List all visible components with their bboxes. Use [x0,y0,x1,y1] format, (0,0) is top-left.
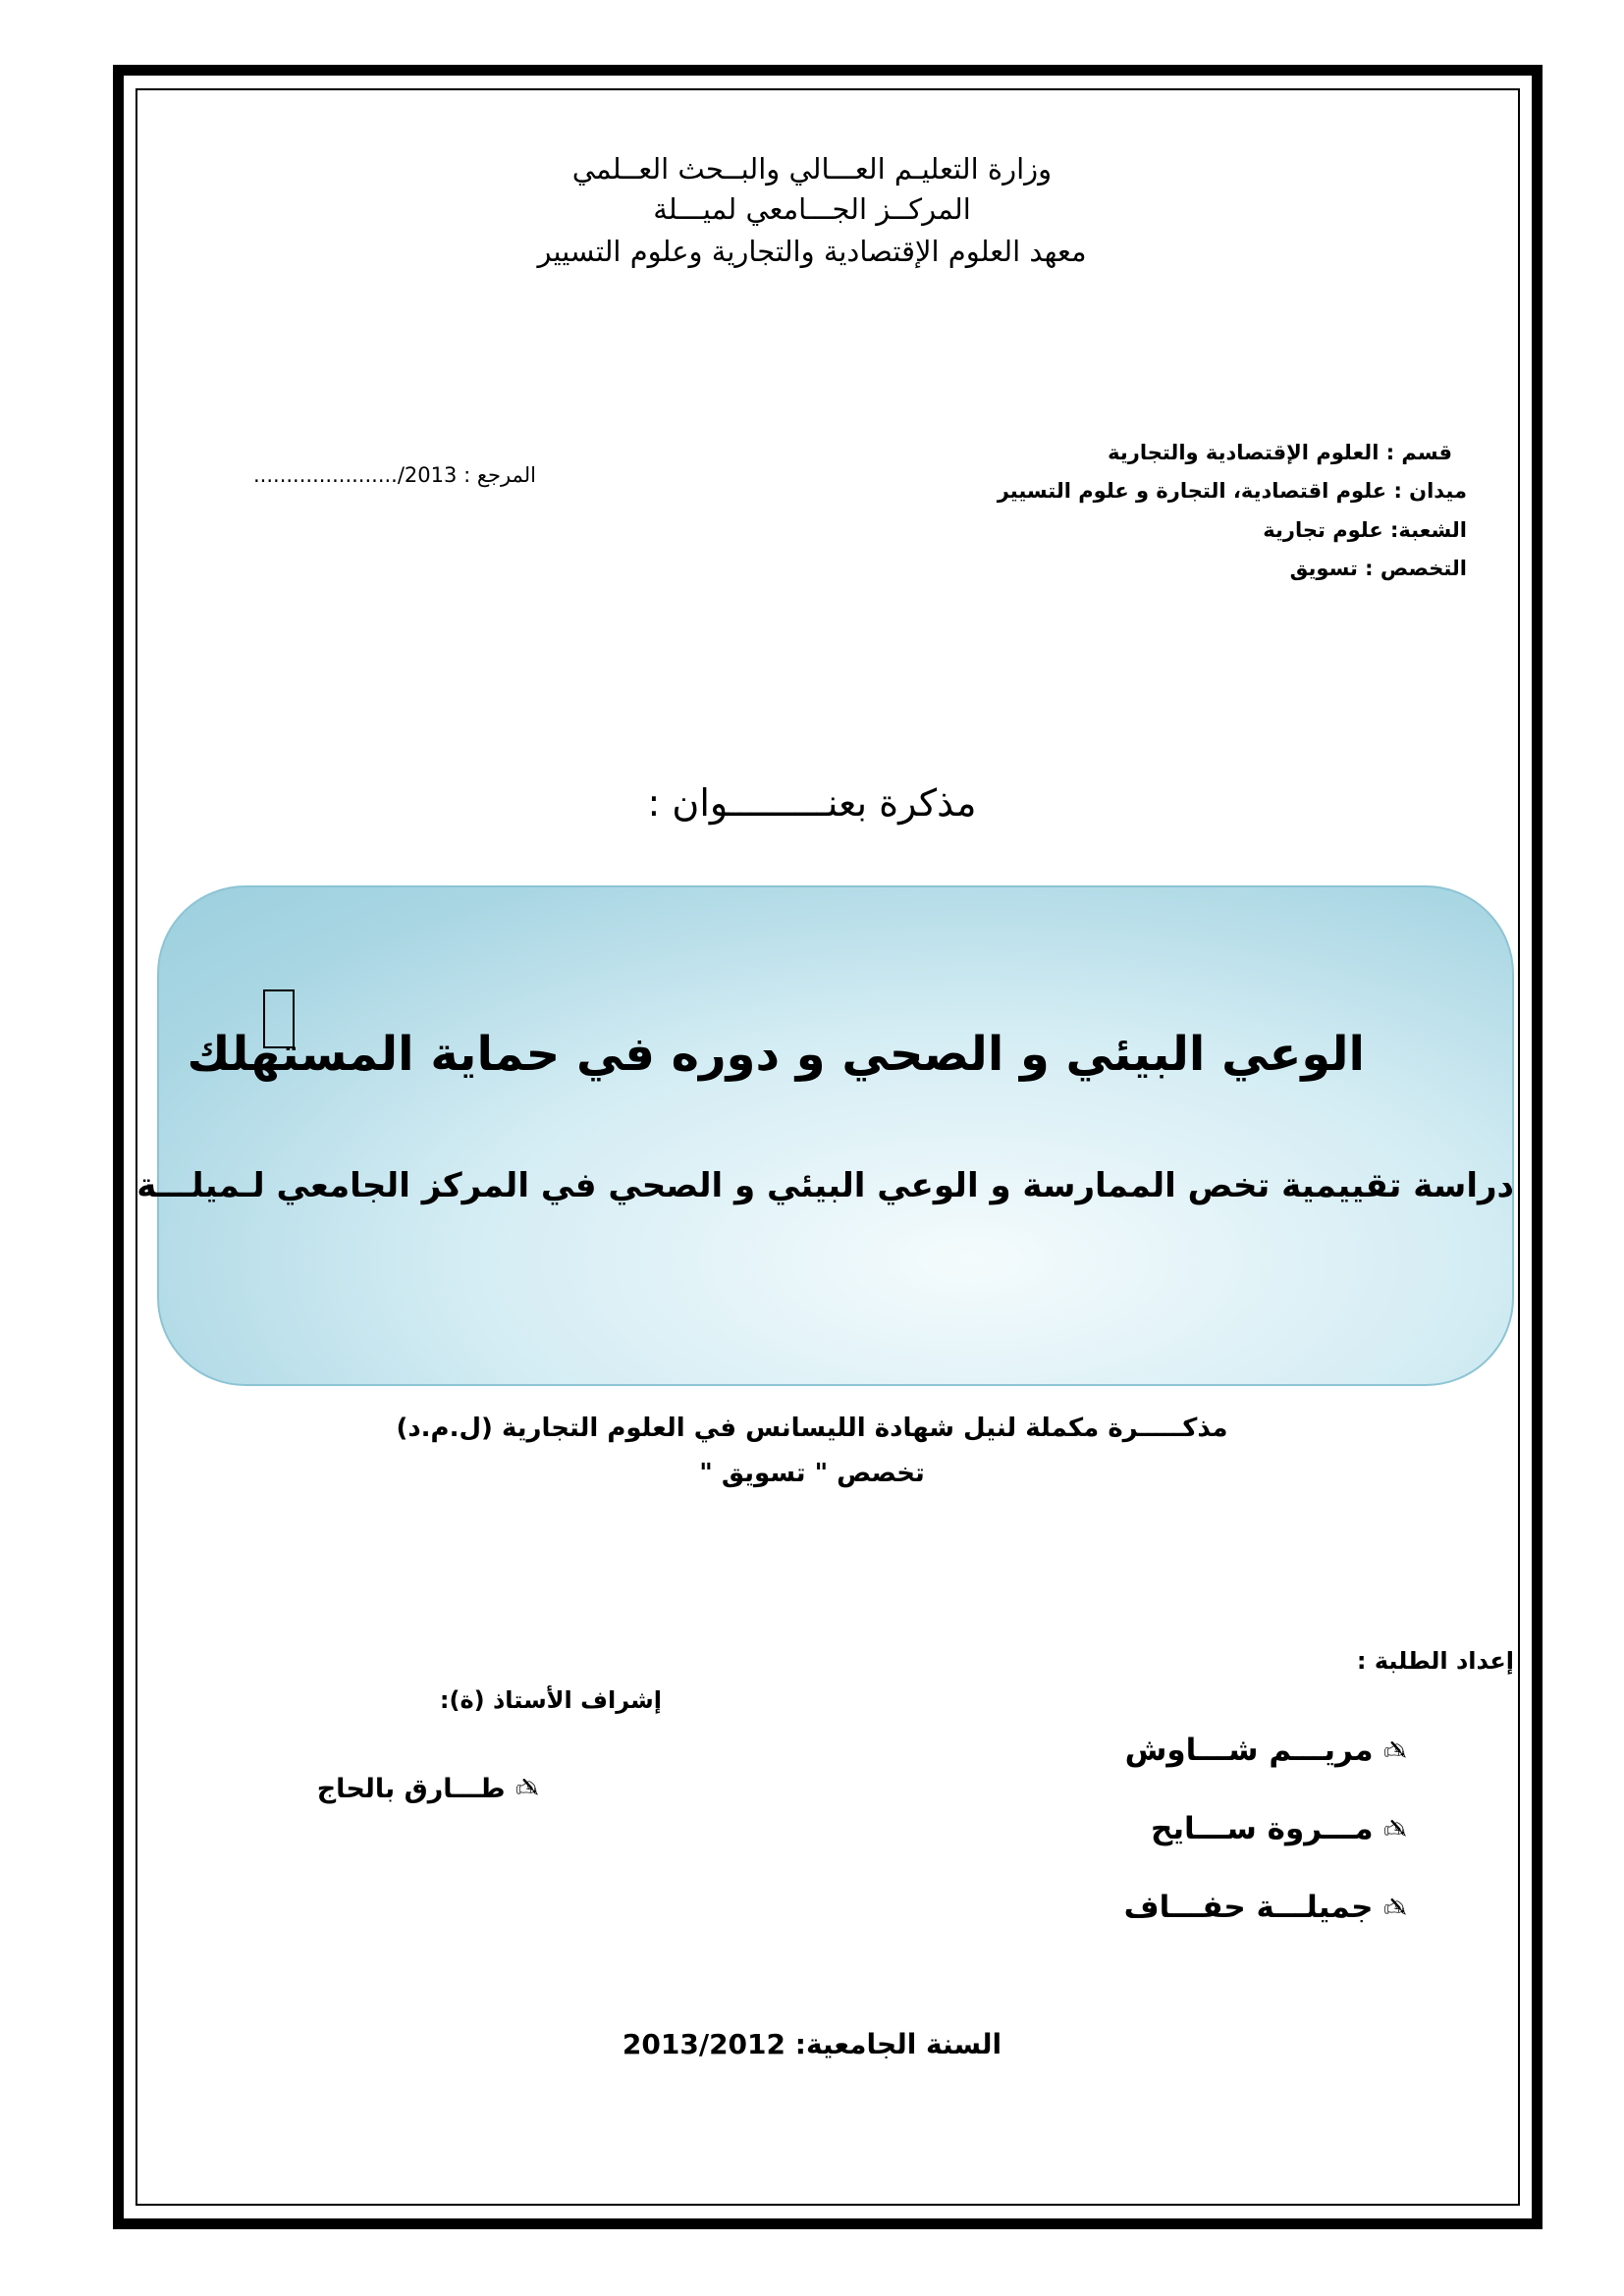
writing-hand-icon: ✍ [1382,1735,1406,1767]
academic-year [393,2028,1231,2060]
department-line: قسم : العلوم الإقتصادية والتجارية [1108,441,1452,464]
specialty-line: التخصص : تسويق [1289,557,1467,580]
reference-line [253,463,536,487]
student-name-text: مـــروة ســـايح [1151,1811,1374,1846]
supervisor-name [317,1772,538,1804]
students-label: إعداد الطلبة : [1356,1647,1514,1675]
writing-hand-icon: ✍ [1382,1892,1406,1924]
degree-line-1: مذكـــــرة مكملة لنيل شهادة الليسانس في العلوم التجارية (ل.م.د) [396,1414,1228,1443]
degree-line-2: تخصص " تسويق " [699,1459,925,1488]
institute-line: معهد العلوم الإقتصادية والتجارية وعلوم التسيير [537,235,1087,268]
subtitle: دراسة تقييمية تخص الممارسة و الوعي البيئي و الصحي في المركز الجامعي لـميلـــة [136,1166,1514,1205]
university-center-line: المركــز الجـــامعي لميـــلة [653,192,971,226]
student-name-1 [1125,1733,1406,1768]
student-name-text: جميلـــة حفـــاف [1123,1890,1374,1925]
academic-year-label: السنة الجامعية: [794,2028,1002,2060]
title-box [136,885,1514,1386]
academic-year-value: 2013/2012 [622,2028,785,2060]
writing-hand-icon: ✍ [514,1772,538,1804]
field-line: ميدان : علوم اقتصادية، التجارة و علوم التسيير [997,479,1467,503]
ministry-line: وزارة التعليـم العـــالي والبــحث العــلمي [571,152,1053,186]
reference-value: ....................../2013 [253,463,458,487]
writing-hand-icon: ✍ [1382,1813,1406,1845]
student-name-text: مريـــم شـــاوش [1124,1733,1374,1768]
student-name-2 [1151,1811,1406,1846]
missing-glyph-box [263,989,295,1048]
main-title: الوعي البيئي و الصحي و دوره في حماية المستهلك [187,1027,1365,1082]
reference-label: المرجع : [463,463,536,487]
student-name-3 [1124,1890,1406,1925]
branch-line: الشعبة: علوم تجارية [1263,518,1467,542]
supervisor-label: إشراف الأستاذ (ة): [439,1686,662,1714]
memo-heading: مذكرة بعنـــــــــوان : [647,781,977,825]
supervisor-name-text: طـــارق بالحاج [316,1774,506,1804]
